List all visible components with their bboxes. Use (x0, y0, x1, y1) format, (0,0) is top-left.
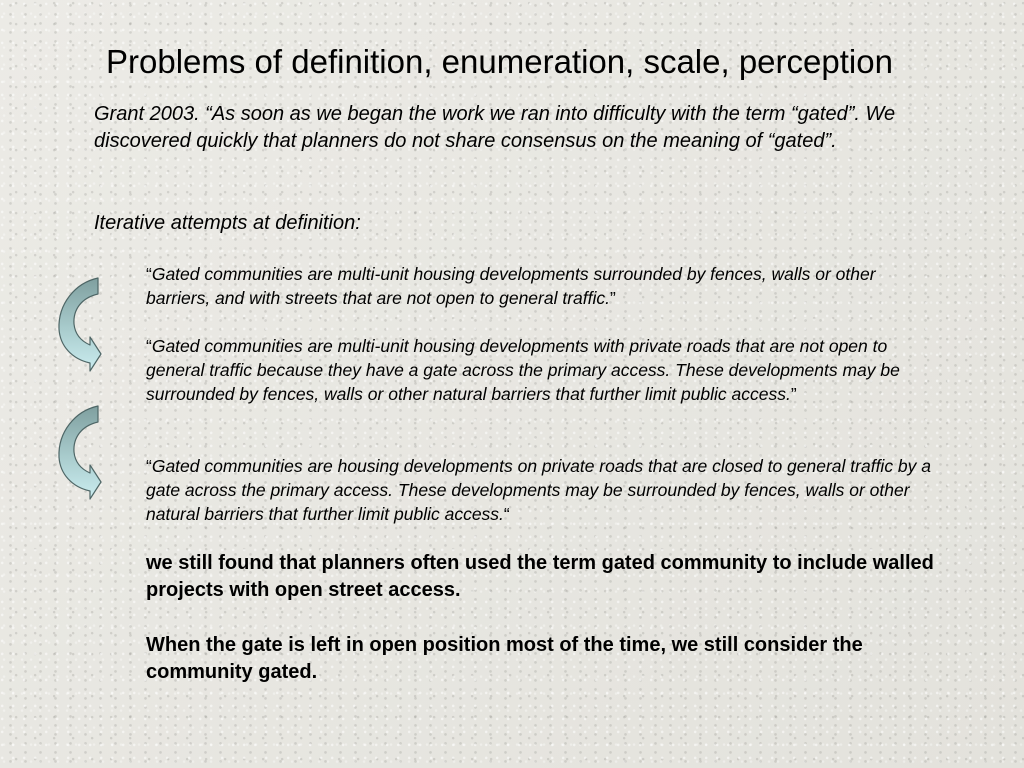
close-quote: “ (503, 504, 510, 524)
open-quote: “ (146, 264, 152, 284)
definition-1 (146, 262, 932, 310)
intro-quote (94, 101, 924, 155)
definition-text: Gated communities are multi-unit housing developments surrounded by fences, walls or other barriers, and with streets that are not open to general traffic. (146, 264, 876, 308)
conclusion-open-access (146, 550, 956, 604)
iterative-heading: Iterative attempts at definition: (94, 212, 361, 234)
open-quote: “ (146, 456, 152, 476)
curved-arrow-icon (53, 402, 103, 510)
conclusion-text: When the gate is left in open position most of the time, we still consider the community gated. (146, 634, 863, 683)
close-quote: ” (610, 288, 616, 308)
slide-title: Problems of definition, enumeration, scale, perception (106, 43, 893, 80)
close-quote: ” (790, 384, 797, 404)
definition-text: Gated communities are housing developments on private roads that are closed to general traffic by a gate across the primary access. These developments may be surrounded by fences, walls or other natural barriers that further limit public access. (146, 456, 932, 524)
definition-2 (146, 334, 932, 406)
curved-arrow-icon (53, 274, 103, 382)
conclusion-text: we still found that planners often used the term gated community to include walled projects with open street access. (146, 552, 934, 601)
conclusion-open-gate (146, 632, 956, 686)
definition-3 (146, 454, 932, 526)
definition-text: Gated communities are multi-unit housing developments with private roads that are not open to general traffic because they have a gate across the primary access. These developments may be surrounded by fences, walls or other natural barriers that further limit public access. (146, 336, 900, 404)
intro-text: Grant 2003. “As soon as we began the work we ran into difficulty with the term “gated”. We discovered quickly that planners do not share consensus on the meaning of “gated”. (94, 103, 896, 152)
open-quote: “ (146, 336, 152, 356)
